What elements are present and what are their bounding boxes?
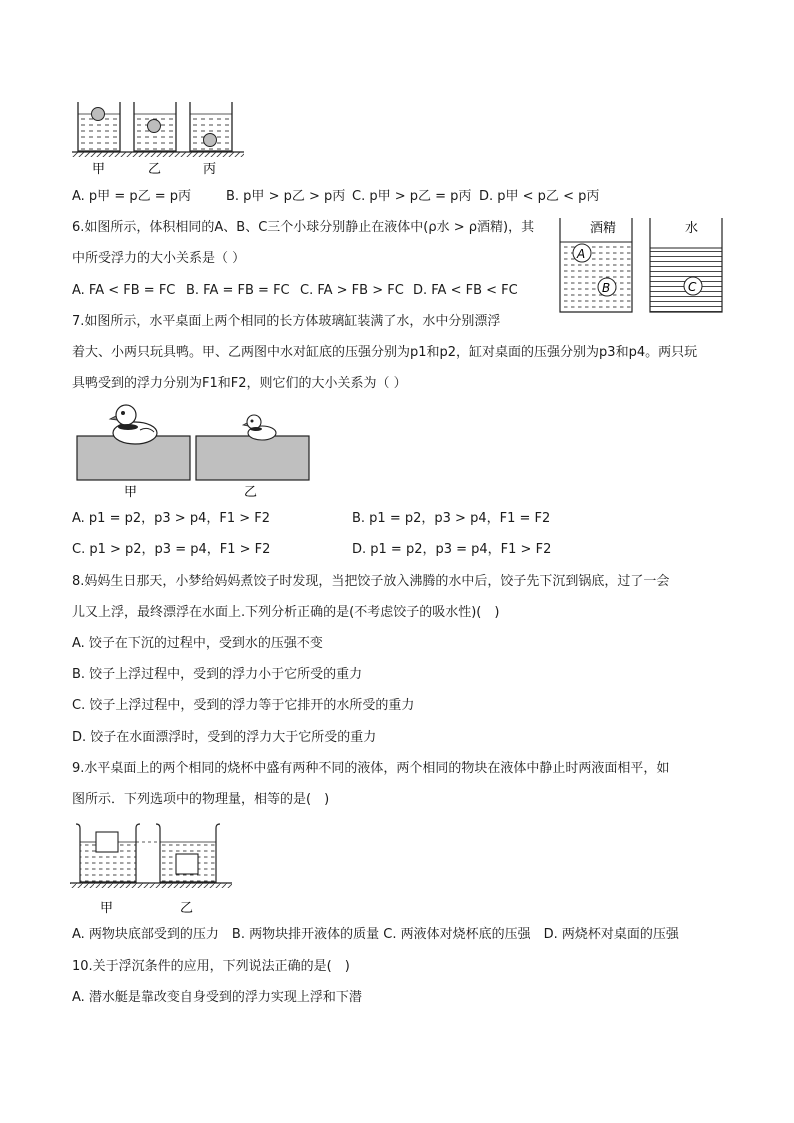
q10-stem-line1: 10.关于浮沉条件的应用，下列说法正确的是( ) (72, 959, 350, 974)
q9-stem-line2: 图所示．下列选项中的物理量，相等的是( ) (72, 792, 330, 807)
q8-option-a: A. 饺子在下沉的过程中，受到水的压强不变 (72, 636, 323, 651)
fig1-label-jia: 甲 (92, 162, 106, 176)
q8-stem-line2: 儿又上浮，最终漂浮在水面上.下列分析正确的是(不考虑饺子的吸水性)( ) (72, 605, 500, 620)
q7-option-d: D. p1 = p2，p3 = p4，F1 > F2 (352, 542, 552, 557)
ball-a-label: A (577, 247, 586, 261)
q6-option-d: D. FA < FB < FC (413, 283, 518, 298)
q6-option-b: B. FA = FB = FC (186, 283, 290, 298)
fig4-label-yi: 乙 (180, 901, 194, 916)
alcohol-label: 酒精 (590, 221, 617, 236)
beakers-blocks-figure (70, 818, 240, 918)
duck-tanks-figure (72, 400, 322, 500)
q7-stem-line1: 7.如图所示，水平桌面上两个相同的长方体玻璃缸装满了水，水中分别漂浮 (72, 314, 501, 329)
fig3-label-jia: 甲 (124, 485, 138, 500)
q6-option-c: C. FA > FB > FC (300, 283, 404, 298)
fig4-label-jia: 甲 (100, 901, 114, 916)
water-label: 水 (685, 221, 699, 236)
q5-option-d: D. p甲 < p乙 < p丙 (479, 189, 600, 204)
q9-options: A. 两物块底部受到的压力 B. 两物块排开液体的质量 C. 两液体对烧杯底的压强 D. 两烧杯对桌面的压强 (72, 927, 679, 942)
q8-stem-line1: 8.妈妈生日那天，小梦给妈妈煮饺子时发现，当把饺子放入沸腾的水中后，饺子先下沉到锅底，过了一会 (72, 574, 670, 589)
three-beakers-figure (72, 98, 252, 176)
q9-stem-line1: 9.水平桌面上的两个相同的烧杯中盛有两种不同的液体，两个相同的物块在液体中静止时两液面相平，如 (72, 761, 670, 776)
q5-option-a: A. p甲 = p乙 = p丙 (72, 189, 191, 204)
q8-option-c: C. 饺子上浮过程中，受到的浮力等于它排开的水所受的重力 (72, 698, 415, 713)
q8-option-b: B. 饺子上浮过程中，受到的浮力小于它所受的重力 (72, 667, 363, 682)
q7-option-c: C. p1 > p2，p3 = p4，F1 > F2 (72, 542, 271, 557)
ball-b-label: B (602, 281, 611, 295)
ball-c-label: C (688, 280, 697, 294)
q5-option-c: C. p甲 > p乙 = p丙 (352, 189, 472, 204)
q7-stem-line2: 着大、小两只玩具鸭。甲、乙两图中水对缸底的压强分别为p1和p2，缸对桌面的压强分别为p3和p4。两只玩 (72, 345, 698, 360)
q10-option-a: A. 潜水艇是靠改变自身受到的浮力实现上浮和下潜 (72, 990, 362, 1005)
q6-stem-line2: 中所受浮力的大小关系是（ ） (72, 251, 246, 266)
q6-stem-line1: 6.如图所示，体积相同的A、B、C三个小球分别静止在液体中(ρ水 > ρ酒精)，其 (72, 220, 535, 235)
fig3-label-yi: 乙 (244, 485, 258, 500)
alcohol-water-figure (556, 214, 726, 314)
q6-option-a: A. FA < FB = FC (72, 283, 176, 298)
q7-option-a: A. p1 = p2，p3 > p4，F1 > F2 (72, 511, 270, 526)
q8-option-d: D. 饺子在水面漂浮时，受到的浮力大于它所受的重力 (72, 730, 377, 745)
q5-option-b: B. p甲 > p乙 > p丙 (226, 189, 346, 204)
q7-stem-line3: 具鸭受到的浮力分别为F1和F2，则它们的大小关系为（ ） (72, 376, 407, 391)
fig1-label-yi: 乙 (148, 162, 162, 176)
q7-option-b: B. p1 = p2，p3 > p4，F1 = F2 (352, 511, 551, 526)
fig1-label-bing: 丙 (203, 162, 217, 176)
